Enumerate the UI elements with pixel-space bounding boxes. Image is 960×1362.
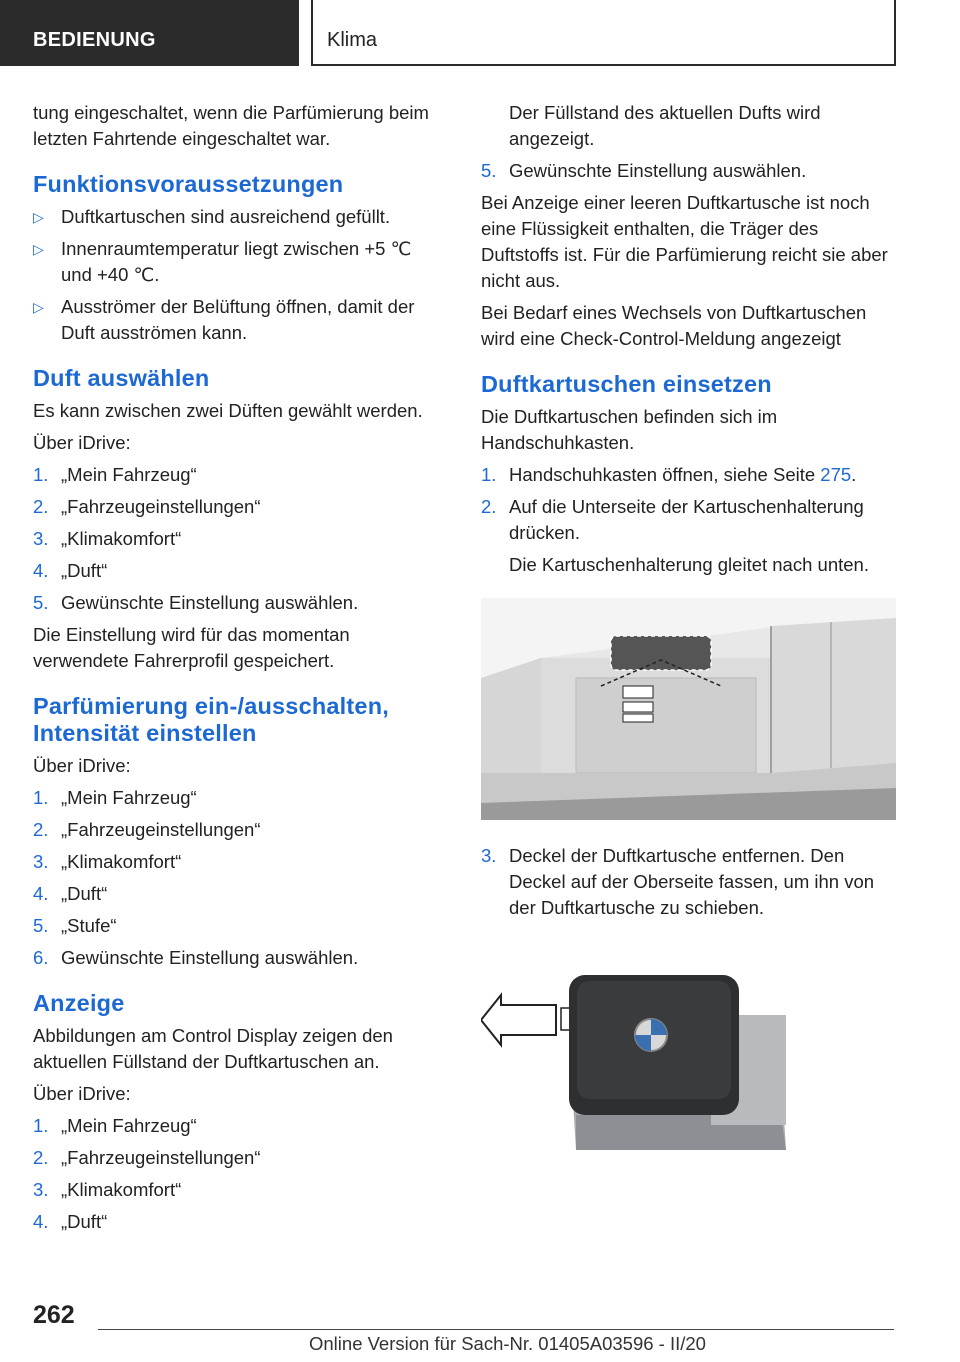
step-number: 3. [481, 845, 497, 866]
page-link[interactable]: 275 [820, 464, 852, 485]
list-item: 5. Gewünschte Einstellung auswählen. [481, 158, 893, 184]
body-text: Bei Bedarf eines Wechsels von Duftkartuschen wird eine Check-Control-Meldung angezeigt [481, 302, 867, 349]
left-column [33, 100, 445, 1241]
list-item: 1. „Mein Fahrzeug“ [33, 785, 445, 811]
list-item: ▷ Innenraumtemperatur liegt zwischen +5 ℃ und +40 ℃. [33, 238, 412, 285]
step-number: 3. [33, 528, 49, 549]
list-item: 4. „Duft“ [33, 1209, 445, 1235]
step-number: 4. [33, 883, 49, 904]
footer-online-version: Online Version für Sach-Nr. 01405A03596 - II/20 [309, 1333, 706, 1354]
step-number: 2. [33, 1147, 49, 1168]
list-item: 3. „Klimakomfort“ [33, 526, 445, 552]
step-number: 1. [33, 464, 49, 485]
list-item: 1. „Mein Fahrzeug“ [33, 1113, 445, 1139]
list-item: 5. „Stufe“ [33, 913, 445, 939]
intro-text: tung eingeschaltet, wenn die Parfümierung beim letzten Fahrtende eingeschaltet war. [33, 102, 429, 149]
triangle-bullet-icon: ▷ [33, 299, 44, 315]
step-number: 5. [33, 592, 49, 613]
list-item: 5. Gewünschte Einstellung auswählen. [33, 590, 445, 616]
steps-list [33, 785, 445, 971]
list-item: 4. „Duft“ [33, 558, 445, 584]
list-item: 6. Gewünschte Einstellung auswählen. [33, 945, 445, 971]
steps-list [33, 462, 445, 616]
step-number: 1. [33, 1115, 49, 1136]
body-text: Die Duftkartuschen befinden sich im Handschuhkasten. [481, 406, 778, 453]
body-text: Es kann zwischen zwei Düften gewählt werden. [33, 400, 423, 421]
step-number: 3. [33, 851, 49, 872]
chapter-tab [311, 0, 896, 66]
list-item: Der Füllstand des aktuellen Dufts wird angezeigt. [509, 102, 821, 149]
step-number: 1. [481, 464, 497, 485]
heading-funktionsvoraussetzungen: Funktionsvoraussetzungen [33, 171, 344, 197]
list-item: ▷ Ausströmer der Belüftung öffnen, damit der Duft ausströmen kann. [33, 296, 415, 343]
list-item: 2. Auf die Unterseite der Kartuschenhalterung drücken. Die Kartuschenhalterung gleitet nach unten. [481, 496, 869, 575]
page-number: 262 [33, 1301, 75, 1329]
step-number: 2. [33, 496, 49, 517]
list-item: 1. „Mein Fahrzeug“ [33, 462, 445, 488]
step-number: 4. [33, 560, 49, 581]
list-item: 2. „Fahrzeugeinstellungen“ [33, 817, 445, 843]
right-column [481, 100, 893, 1188]
triangle-bullet-icon: ▷ [33, 209, 44, 225]
body-text: Über iDrive: [33, 755, 131, 776]
list-item: 3. Deckel der Duftkartusche entfernen. Den Deckel auf der Oberseite fassen, um ihn von der Duftkartusche zu schieben. [481, 845, 875, 918]
list-item: ▷ Duftkartuschen sind ausreichend gefüllt. [33, 204, 445, 230]
glovebox-illustration [481, 598, 896, 820]
chapter-label: Klima [327, 29, 378, 51]
section-label: BEDIENUNG [33, 29, 156, 51]
body-text: Über iDrive: [33, 1083, 131, 1104]
body-text: Bei Anzeige einer leeren Duftkartusche ist noch eine Flüssigkeit enthalten, die Träger des Duftstoffs ist. Für die Parfümierung reicht sie aber nicht aus. [481, 192, 888, 291]
cartridge-illustration [481, 975, 896, 1165]
heading-anzeige: Anzeige [33, 990, 125, 1016]
list-item: 3. „Klimakomfort“ [33, 1177, 445, 1203]
steps-list [481, 843, 893, 921]
body-text: Abbildungen am Control Display zeigen den aktuellen Füllstand der Duftkartuschen an. [33, 1025, 393, 1072]
step-number: 4. [33, 1211, 49, 1232]
heading-parfuemierung: Parfümierung ein-/ausschalten, Intensität einstellen [33, 693, 389, 746]
footer-divider [98, 1329, 894, 1330]
step-number: 1. [33, 787, 49, 808]
list-item: 3. „Klimakomfort“ [33, 849, 445, 875]
heading-duftkartuschen-einsetzen: Duftkartuschen einsetzen [481, 371, 772, 397]
list-item: 4. „Duft“ [33, 881, 445, 907]
steps-list [33, 1113, 445, 1235]
body-text: Die Einstellung wird für das momentan verwendete Fahrerprofil gespeichert. [33, 624, 350, 671]
body-text: Über iDrive: [33, 432, 131, 453]
list-item: 2. „Fahrzeugeinstellungen“ [33, 1145, 445, 1171]
step-number: 5. [481, 160, 497, 181]
step-number: 6. [33, 947, 49, 968]
list-item: 2. „Fahrzeugeinstellungen“ [33, 494, 445, 520]
list-item: 1. Handschuhkasten öffnen, siehe Seite 275. [481, 462, 893, 488]
step-number: 2. [33, 819, 49, 840]
step-number: 3. [33, 1179, 49, 1200]
section-tab [0, 0, 299, 66]
requirements-list [33, 204, 445, 346]
heading-duft-auswaehlen: Duft auswählen [33, 365, 210, 391]
step-number: 5. [33, 915, 49, 936]
steps-list [481, 462, 893, 578]
triangle-bullet-icon: ▷ [33, 241, 44, 257]
steps-list-continued [481, 100, 893, 184]
step-number: 2. [481, 496, 497, 517]
